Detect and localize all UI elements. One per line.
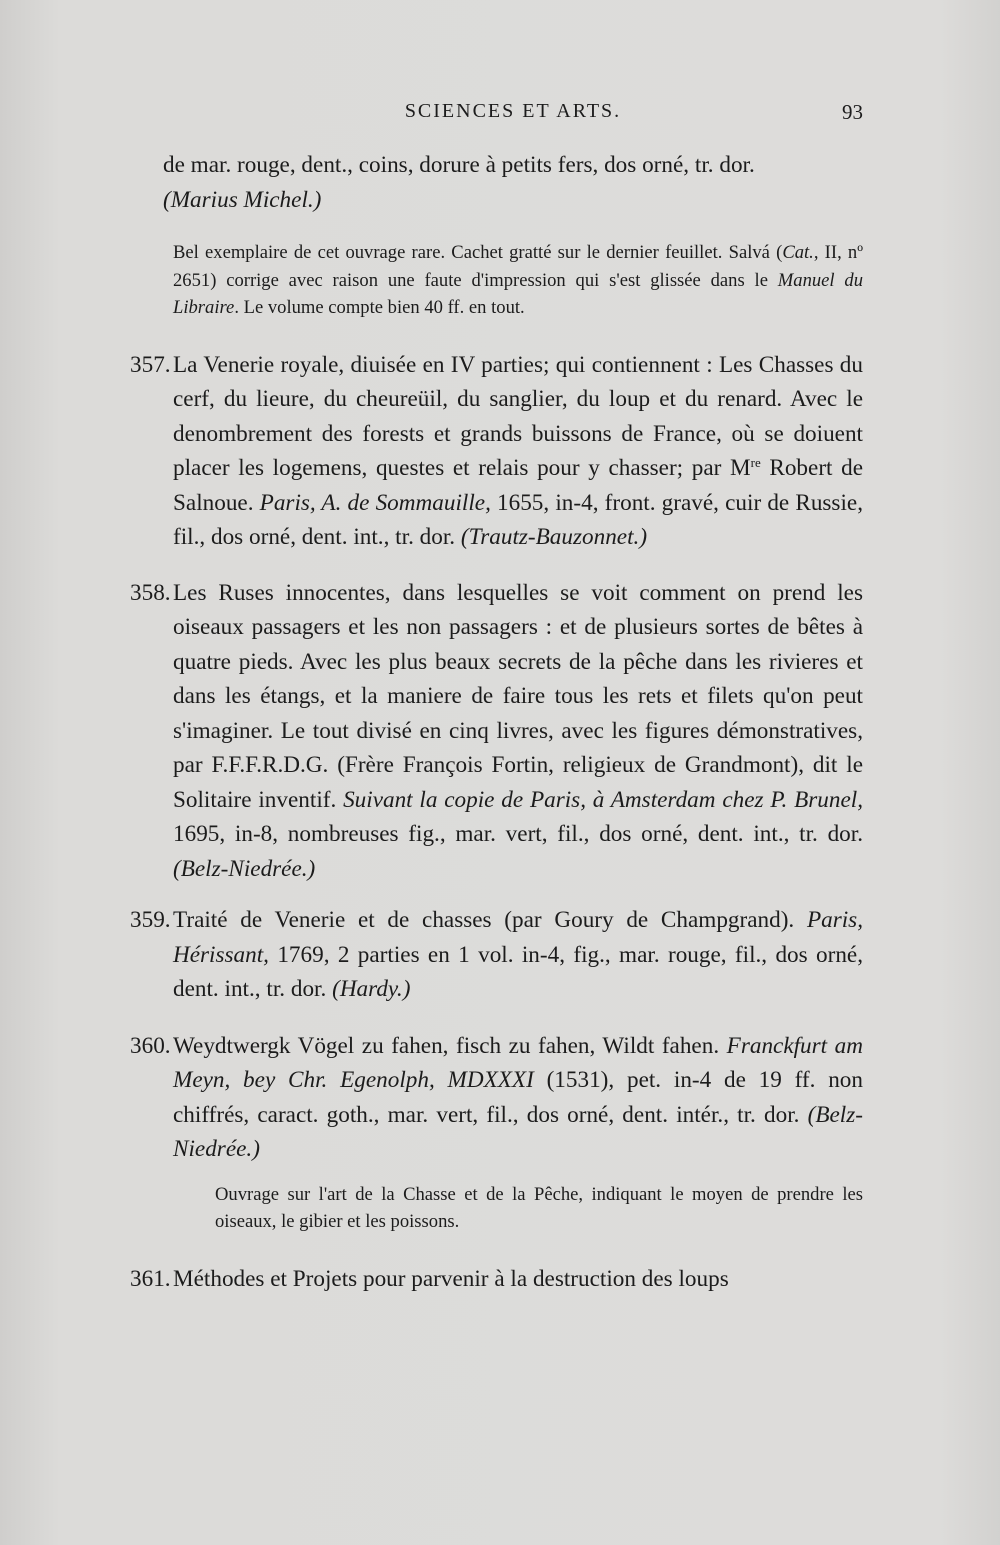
binder-name: (Belz-Niedrée.) bbox=[173, 1101, 863, 1163]
entry-number: 358. bbox=[130, 579, 171, 606]
entry-359: 359. Traité de Venerie et de chasses (par Goury de Champgrand). Paris, Hérissant, 1769, 2 parties en 1 vol. in-4, fig., mar. rouge, fil., dos orné, dent. int., tr. dor. (Hardy.) bbox=[163, 903, 863, 1007]
imprint: Paris, A. de Sommauille, bbox=[259, 489, 491, 516]
imprint: Paris, Hérissant, bbox=[173, 907, 863, 968]
page-header bbox=[163, 100, 863, 130]
continuation-line: de mar. rouge, dent., coins, dorure à petits fers, dos orné, tr. dor. bbox=[163, 152, 755, 178]
entry-357: 357. La Venerie royale, diuisée en IV parties; qui contiennent : Les Chasses du cerf, du lieure, du cheureüil, du sanglier, du loup et du renard. Avec le denombrement des forests et grands buissons de France, où se doiuent placer les logemens, questes et relais pour y chasser; par Mre Robert de Salnoue. Paris, A. de Sommauille, 1655, in-4, front. gravé, cuir de Russie, fil., dos orné, dent. int., tr. dor. (Trautz-Bauzonnet.) bbox=[163, 348, 863, 555]
entry-361: 361. Méthodes et Projets pour parvenir à la destruction des loups bbox=[163, 1262, 863, 1297]
page-number: 93 bbox=[842, 100, 863, 124]
entry-note: Bel exemplaire de cet ouvrage rare. Cachet gratté sur le dernier feuillet. Salvá (Cat., II, nº 2651) corrige avec raison une faute d'impression qui s'est glissée dans le Manuel du Libraire. Le volume compte bien 40 ff. en tout. bbox=[173, 242, 863, 319]
entry-continuation bbox=[163, 148, 863, 322]
entry-358: 358. Les Ruses innocentes, dans lesquelles se voit comment on prend les oiseaux passagers et les non passagers : et de plusieurs sortes de bêtes à quatre pieds. Avec les plus beaux secrets de la pêche dans les rivieres et dans les étangs, et la maniere de faire tous les rets et filets qu'on peut s'imaginer. Le tout divisé en cinq livres, avec les figures démonstratives, par F.F.F.R.D.G. (Frère François Fortin, religieux de Grandmont), dit le Solitaire inventif. Suivant la copie de Paris, à Amsterdam chez P. Brunel, 1695, in-8, nombreuses fig., mar. vert, fil., dos orné, dent. int., tr. dor. (Belz-Niedrée.) bbox=[163, 576, 863, 887]
entry-360: 360. Weydtwergk Vögel zu fahen, fisch zu fahen, Wildt fahen. Franckfurt am Meyn, bey Chr. Egenolph, MDXXXI (1531), pet. in-4 de 19 ff. non chiffrés, caract. goth., mar. vert, fil., dos orné, dent. intér., tr. dor. (Belz-Niedrée.) Ouvrage sur l'art de la Chasse et de la Pêche, indiquant le moyen de prendre les oiseaux, le gibier et les poissons. bbox=[163, 1029, 863, 1236]
entry-number: 360. bbox=[130, 1032, 171, 1059]
binder-name: (Trautz-Bauzonnet.) bbox=[460, 524, 648, 551]
running-title: SCIENCES ET ARTS. bbox=[404, 100, 622, 122]
imprint: Franckfurt am Meyn, bey Chr. Egenolph, MDXXXI bbox=[173, 1032, 863, 1094]
binder-name: (Belz-Niedrée.) bbox=[173, 855, 316, 882]
entry-continuation-text bbox=[163, 148, 863, 217]
entry-number: 361. bbox=[130, 1265, 171, 1292]
binder-name: (Marius Michel.) bbox=[163, 186, 322, 213]
page-body bbox=[130, 148, 863, 1296]
entry-number: 357. bbox=[130, 351, 171, 378]
entry-number: 359. bbox=[130, 907, 171, 934]
entry-note: Ouvrage sur l'art de la Chasse et de la Pêche, indiquant le moyen de prendre les oiseaux, le gibier et les poissons. bbox=[215, 1183, 863, 1233]
binder-name: (Hardy.) bbox=[332, 976, 411, 1003]
imprint: Suivant la copie de Paris, à Amsterdam chez P. Brunel, bbox=[343, 786, 863, 813]
